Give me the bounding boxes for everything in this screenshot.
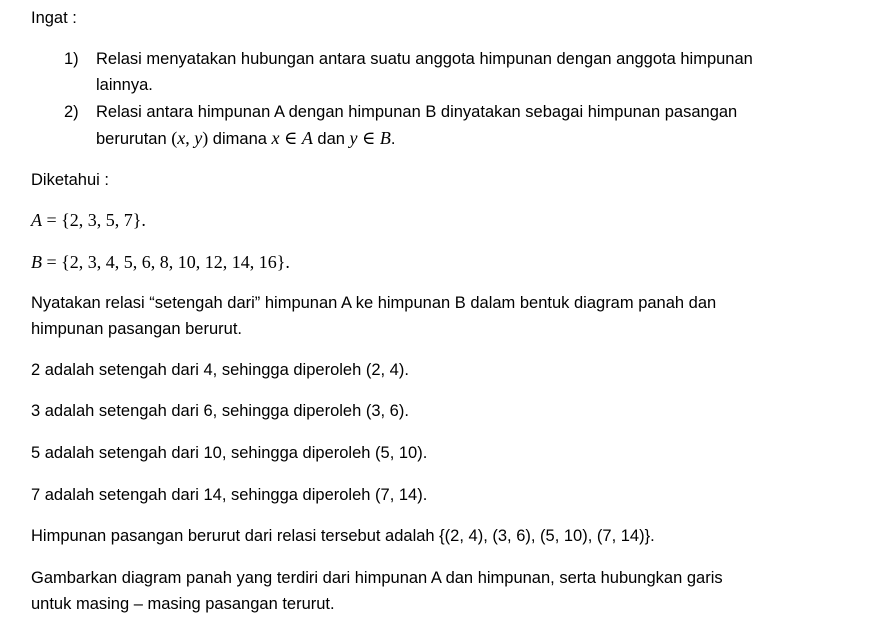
text-fragment: . [390,130,396,148]
text-fragment: dimana [208,130,272,148]
step-pair-1: 2 adalah setengah dari 4, sehingga diperoleh (2, 4). [31,361,409,379]
question-text-continuation: himpunan pasangan berurut. [31,320,242,338]
list-number: 1) [64,50,79,68]
list-item-text: Relasi antara himpunan A dengan himpunan B dinyatakan sebagai himpunan pasangan [96,103,738,121]
diketahui-heading: Diketahui : [31,171,109,189]
list-item-text: Relasi menyatakan hubungan antara suatu anggota himpunan dengan anggota himpunan [96,50,753,68]
step-pair-2: 3 adalah setengah dari 6, sehingga diperoleh (3, 6). [31,402,409,420]
step-pair-4: 7 adalah setengah dari 14, sehingga diperoleh (7, 14). [31,486,428,504]
list-number: 2) [64,103,79,121]
set-a-definition: A = {2, 3, 5, 7}. [31,210,146,230]
result-statement: Himpunan pasangan berurut dari relasi tersebut adalah {(2, 4), (3, 6), (5, 10), (7, 14)}. [31,527,655,545]
closing-instruction-continuation: untuk masing – masing pasangan terurut. [31,595,335,613]
set-b-definition: B = {2, 3, 4, 5, 6, 8, 10, 12, 14, 16}. [31,252,290,272]
math-x-in-a: x ∈ A [271,128,313,148]
math-y-in-b: y ∈ B [349,128,391,148]
closing-instruction: Gambarkan diagram panah yang terdiri dari himpunan A dan himpunan, serta hubungkan garis [31,569,723,587]
math-ordered-pair: (x, y) [171,128,209,148]
text-fragment: berurutan [96,130,172,148]
list-item-text-continuation [96,127,395,150]
question-text: Nyatakan relasi “setengah dari” himpunan A ke himpunan B dalam bentuk diagram panah dan [31,294,717,312]
step-pair-3: 5 adalah setengah dari 10, sehingga diperoleh (5, 10). [31,444,428,462]
list-item-text-continuation: lainnya. [96,76,153,94]
ingat-heading: Ingat : [31,9,77,27]
text-fragment: dan [312,130,350,148]
